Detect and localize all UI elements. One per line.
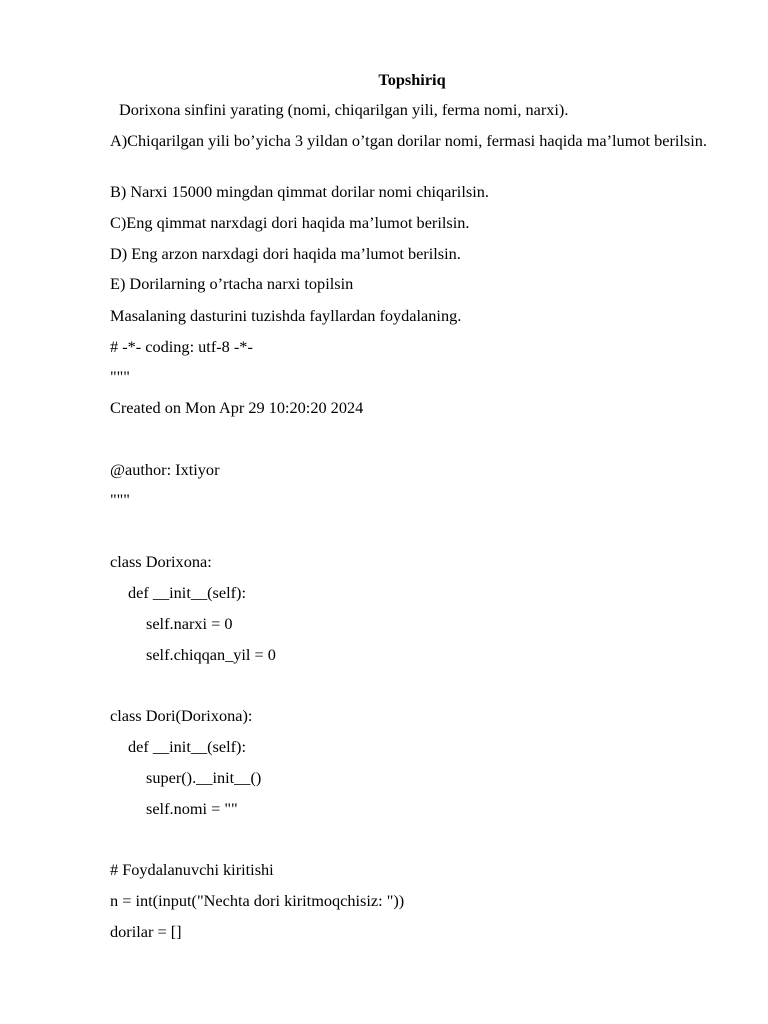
- code-coding-line: # -*- coding: utf-8 -*-: [110, 337, 253, 356]
- code-docstring-close: """: [110, 490, 130, 509]
- task-b: B) Narxi 15000 mingdan qimmat dorilar nomi chiqarilsin.: [110, 182, 489, 201]
- code-comment-input: # Foydalanuvchi kiritishi: [110, 860, 274, 879]
- task-intro: Dorixona sinfini yarating (nomi, chiqarilgan yili, ferma nomi, narxi).: [119, 100, 569, 119]
- code-n-input: n = int(input("Nechta dori kiritmoqchisiz: ")): [110, 891, 405, 910]
- code-dorilar-list: dorilar = []: [110, 922, 182, 941]
- code-narxi-assign: self.narxi = 0: [146, 614, 233, 633]
- task-note: Masalaning dasturini tuzishda fayllardan foydalaning.: [110, 306, 462, 325]
- code-class-dori-init: def __init__(self):: [128, 737, 247, 756]
- task-c: C)Eng qimmat narxdagi dori haqida ma’lumot berilsin.: [110, 213, 470, 232]
- code-docstring-open: """: [110, 367, 130, 386]
- document-title: Topshiriq: [378, 70, 446, 89]
- task-d: D) Eng arzon narxdagi dori haqida ma’lumot berilsin.: [110, 244, 461, 263]
- code-created-line: Created on Mon Apr 29 10:20:20 2024: [110, 398, 364, 417]
- code-super-init: super().__init__(): [146, 768, 262, 787]
- code-class-dorixona-init: def __init__(self):: [128, 583, 247, 602]
- task-a: A)Chiqarilgan yili bo’yicha 3 yildan o’tgan dorilar nomi, fermasi haqida ma’lumot berilsin.: [110, 131, 707, 150]
- code-author-line: @author: Ixtiyor: [110, 460, 220, 479]
- code-class-dorixona: class Dorixona:: [110, 552, 212, 571]
- code-chiqqan-yil-assign: self.chiqqan_yil = 0: [146, 645, 276, 664]
- code-class-dori: class Dori(Dorixona):: [110, 706, 253, 725]
- task-e: E) Dorilarning o’rtacha narxi topilsin: [110, 274, 354, 293]
- code-nomi-assign: self.nomi = "": [146, 799, 238, 818]
